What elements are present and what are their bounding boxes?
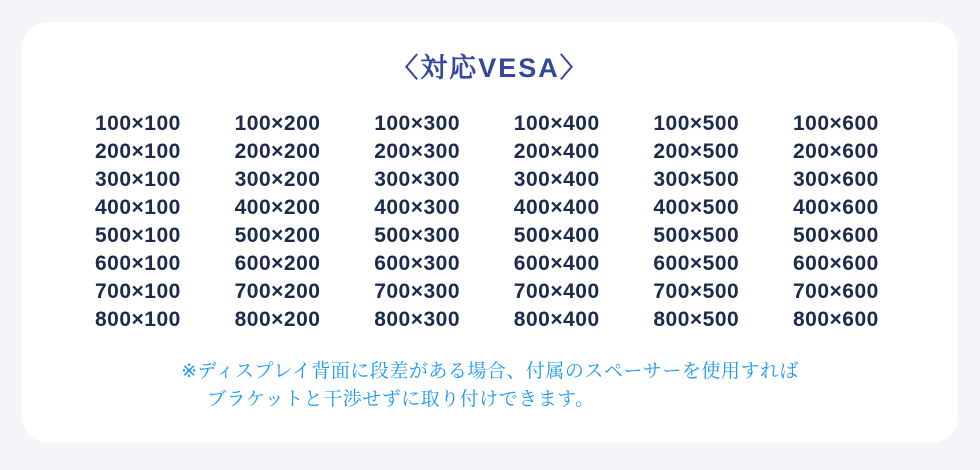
vesa-size-cell: 600×500 bbox=[653, 252, 740, 275]
vesa-size-cell: 500×300 bbox=[374, 224, 461, 247]
vesa-size-cell: 700×400 bbox=[513, 280, 600, 303]
vesa-size-cell: 400×600 bbox=[792, 196, 879, 219]
vesa-size-cell: 300×100 bbox=[95, 168, 181, 191]
vesa-size-cell: 800×500 bbox=[653, 308, 740, 331]
vesa-size-cell: 100×500 bbox=[653, 112, 740, 135]
section-title: 〈対応VESA〉 bbox=[391, 53, 589, 83]
vesa-size-cell: 200×600 bbox=[792, 140, 879, 163]
vesa-size-cell: 400×300 bbox=[374, 196, 461, 219]
vesa-size-cell: 800×300 bbox=[374, 308, 461, 331]
vesa-size-cell: 200×400 bbox=[513, 140, 600, 163]
vesa-size-cell: 500×500 bbox=[653, 224, 740, 247]
vesa-size-cell: 400×500 bbox=[653, 196, 740, 219]
note-line-2: ブラケットと干渉せずに取り付けできます。 bbox=[207, 389, 595, 410]
vesa-size-cell: 200×100 bbox=[95, 140, 181, 163]
vesa-size-cell: 400×400 bbox=[513, 196, 600, 219]
vesa-size-cell: 100×600 bbox=[792, 112, 879, 135]
vesa-size-cell: 600×600 bbox=[792, 252, 879, 275]
vesa-size-cell: 800×200 bbox=[234, 308, 321, 331]
vesa-size-cell: 700×300 bbox=[374, 280, 461, 303]
vesa-size-cell: 500×100 bbox=[95, 224, 181, 247]
vesa-size-cell: 700×200 bbox=[234, 280, 321, 303]
vesa-size-cell: 200×500 bbox=[653, 140, 740, 163]
vesa-size-cell: 300×600 bbox=[792, 168, 879, 191]
vesa-size-cell: 300×200 bbox=[234, 168, 321, 191]
vesa-size-cell: 400×100 bbox=[95, 196, 181, 219]
note bbox=[22, 358, 958, 414]
vesa-size-cell: 400×200 bbox=[234, 196, 321, 219]
vesa-size-cell: 700×500 bbox=[653, 280, 740, 303]
vesa-size-cell: 100×200 bbox=[234, 112, 321, 135]
vesa-size-cell: 100×100 bbox=[95, 112, 181, 135]
vesa-size-cell: 500×600 bbox=[792, 224, 879, 247]
vesa-size-cell: 300×300 bbox=[374, 168, 461, 191]
vesa-size-cell: 600×400 bbox=[513, 252, 600, 275]
vesa-size-cell: 300×400 bbox=[513, 168, 600, 191]
vesa-size-cell: 600×100 bbox=[95, 252, 181, 275]
vesa-size-cell: 600×200 bbox=[234, 252, 321, 275]
vesa-size-cell: 100×300 bbox=[374, 112, 461, 135]
note-text-block bbox=[181, 358, 799, 414]
vesa-size-cell: 800×600 bbox=[792, 308, 879, 331]
vesa-info-card bbox=[22, 22, 958, 443]
vesa-size-cell: 300×500 bbox=[653, 168, 740, 191]
vesa-size-cell: 200×200 bbox=[234, 140, 321, 163]
vesa-size-grid bbox=[95, 110, 885, 334]
vesa-size-cell: 800×400 bbox=[513, 308, 600, 331]
vesa-size-cell: 500×200 bbox=[234, 224, 321, 247]
vesa-size-cell: 600×300 bbox=[374, 252, 461, 275]
vesa-size-cell: 500×400 bbox=[513, 224, 600, 247]
vesa-size-cell: 700×600 bbox=[792, 280, 879, 303]
note-line-1: ※ディスプレイ背面に段差がある場合、付属のスペーサーを使用すれば bbox=[181, 361, 799, 382]
vesa-size-cell: 100×400 bbox=[513, 112, 600, 135]
vesa-size-cell: 800×100 bbox=[95, 308, 181, 331]
vesa-size-cell: 200×300 bbox=[374, 140, 461, 163]
vesa-size-cell: 700×100 bbox=[95, 280, 181, 303]
